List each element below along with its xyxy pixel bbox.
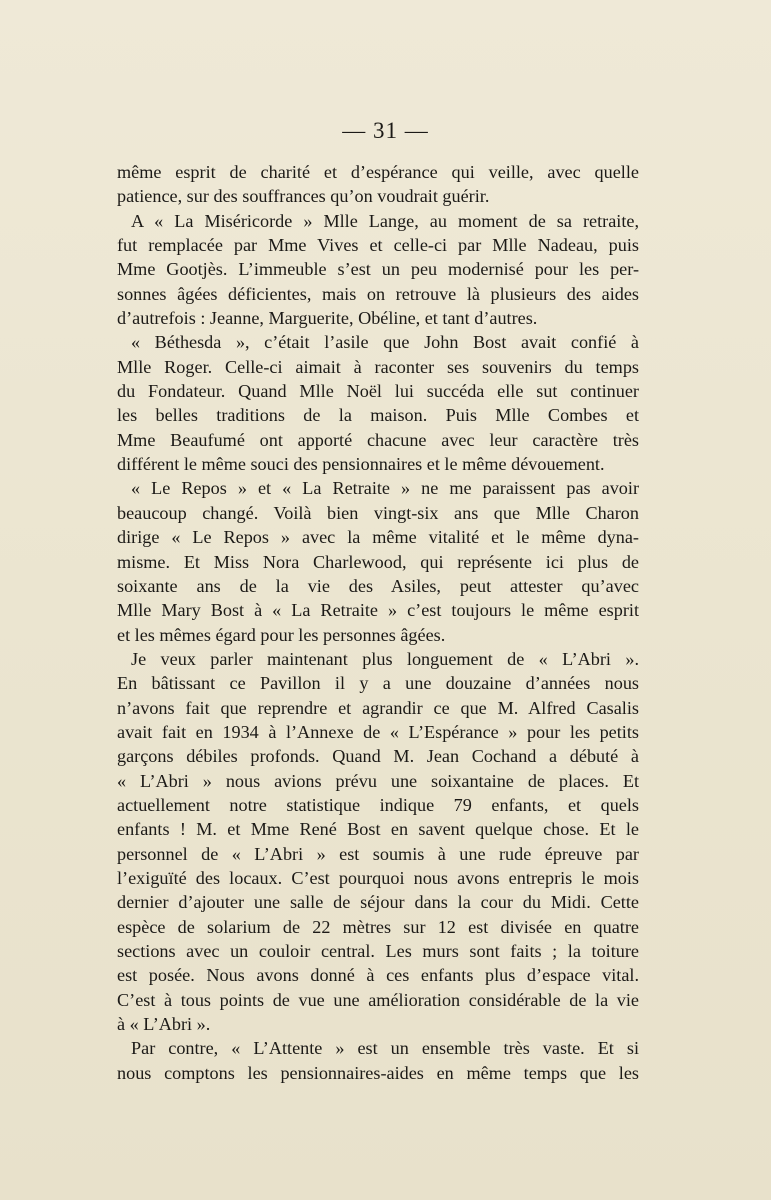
text-line: enfants ! M. et Mme René Bost en savent quelque chose. Et le xyxy=(117,819,639,840)
text-line: garçons débiles profonds. Quand M. Jean Cochand a débuté à xyxy=(117,746,639,767)
text-line: dernier d’ajouter une salle de séjour dans la cour du Midi. Cette xyxy=(117,892,639,913)
text-line: personnel de « L’Abri » est soumis à une rude épreuve par xyxy=(117,843,639,864)
text-line: « Le Repos » et « La Retraite » ne me paraissent pas avoir xyxy=(131,478,639,499)
body-text xyxy=(117,160,639,1085)
text-line: n’avons fait que reprendre et agrandir ce que M. Alfred Casalis xyxy=(117,697,639,718)
text-line: soixante ans de la vie des Asiles, peut attester qu’avec xyxy=(117,575,639,596)
text-line: Mlle Roger. Celle-ci aimait à raconter ses souvenirs du temps xyxy=(117,356,639,377)
text-line: fut remplacée par Mme Vives et celle-ci par Mlle Nadeau, puis xyxy=(117,235,639,256)
text-line: A « La Miséricorde » Mlle Lange, au moment de sa retraite, xyxy=(131,210,639,231)
text-line: misme. Et Miss Nora Charlewood, qui représente ici plus de xyxy=(117,551,639,572)
text-line: avait fait en 1934 à l’Annexe de « L’Espérance » pour les petits xyxy=(117,721,639,742)
text-line: En bâtissant ce Pavillon il y a une douzaine d’années nous xyxy=(117,673,639,694)
text-line: dirige « Le Repos » avec la même vitalité et le même dyna- xyxy=(117,527,639,548)
text-line: C’est à tous points de vue une amélioration considérable de la vie xyxy=(117,989,639,1010)
text-line: Mme Gootjès. L’immeuble s’est un peu modernisé pour les per- xyxy=(117,259,639,280)
text-line: « Béthesda », c’était l’asile que John Bost avait confié à xyxy=(131,332,639,353)
text-line: Par contre, « L’Attente » est un ensemble très vaste. Et si xyxy=(131,1038,639,1059)
text-line: même esprit de charité et d’espérance qui veille, avec quelle xyxy=(117,162,639,182)
page-number: — 31 — xyxy=(342,118,429,143)
text-line: les belles traditions de la maison. Puis Mlle Combes et xyxy=(117,405,639,426)
text-line: « L’Abri » nous avions prévu une soixantaine de places. Et xyxy=(117,770,639,791)
text-line: beaucoup changé. Voilà bien vingt-six ans que Mlle Charon xyxy=(117,502,639,523)
text-line: actuellement notre statistique indique 79 enfants, et quels xyxy=(117,794,639,815)
text-line: sections avec un couloir central. Les murs sont faits ; la toiture xyxy=(117,941,639,961)
text-line: Mlle Mary Bost à « La Retraite » c’est toujours le même esprit xyxy=(117,600,639,621)
text-line: d’autrefois : Jeanne, Marguerite, Obéline, et tant d’autres. xyxy=(117,308,538,329)
text-line: sonnes âgées déficientes, mais on retrouve là plusieurs des aides xyxy=(117,283,639,304)
text-line: est posée. Nous avons donné à ces enfants plus d’espace vital. xyxy=(117,965,639,986)
text-line: l’exiguïté des locaux. C’est pourquoi nous avons entrepris le mois xyxy=(117,867,639,888)
text-line: et les mêmes égard pour les personnes âgées. xyxy=(117,624,446,645)
text-line: Je veux parler maintenant plus longuement de « L’Abri ». xyxy=(131,648,639,669)
text-line: nous comptons les pensionnaires-aides en même temps que les xyxy=(117,1062,639,1083)
text-line: patience, sur des souffrances qu’on voudrait guérir. xyxy=(117,186,490,207)
text-line: Mme Beaufumé ont apporté chacune avec leur caractère très xyxy=(117,429,639,450)
text-line: du Fondateur. Quand Mlle Noël lui succéda elle sut continuer xyxy=(117,381,639,402)
text-line: différent le même souci des pensionnaires et le même dévouement. xyxy=(117,454,605,475)
text-line: à « L’Abri ». xyxy=(117,1014,211,1035)
text-line: espèce de solarium de 22 mètres sur 12 est divisée en quatre xyxy=(117,916,639,937)
